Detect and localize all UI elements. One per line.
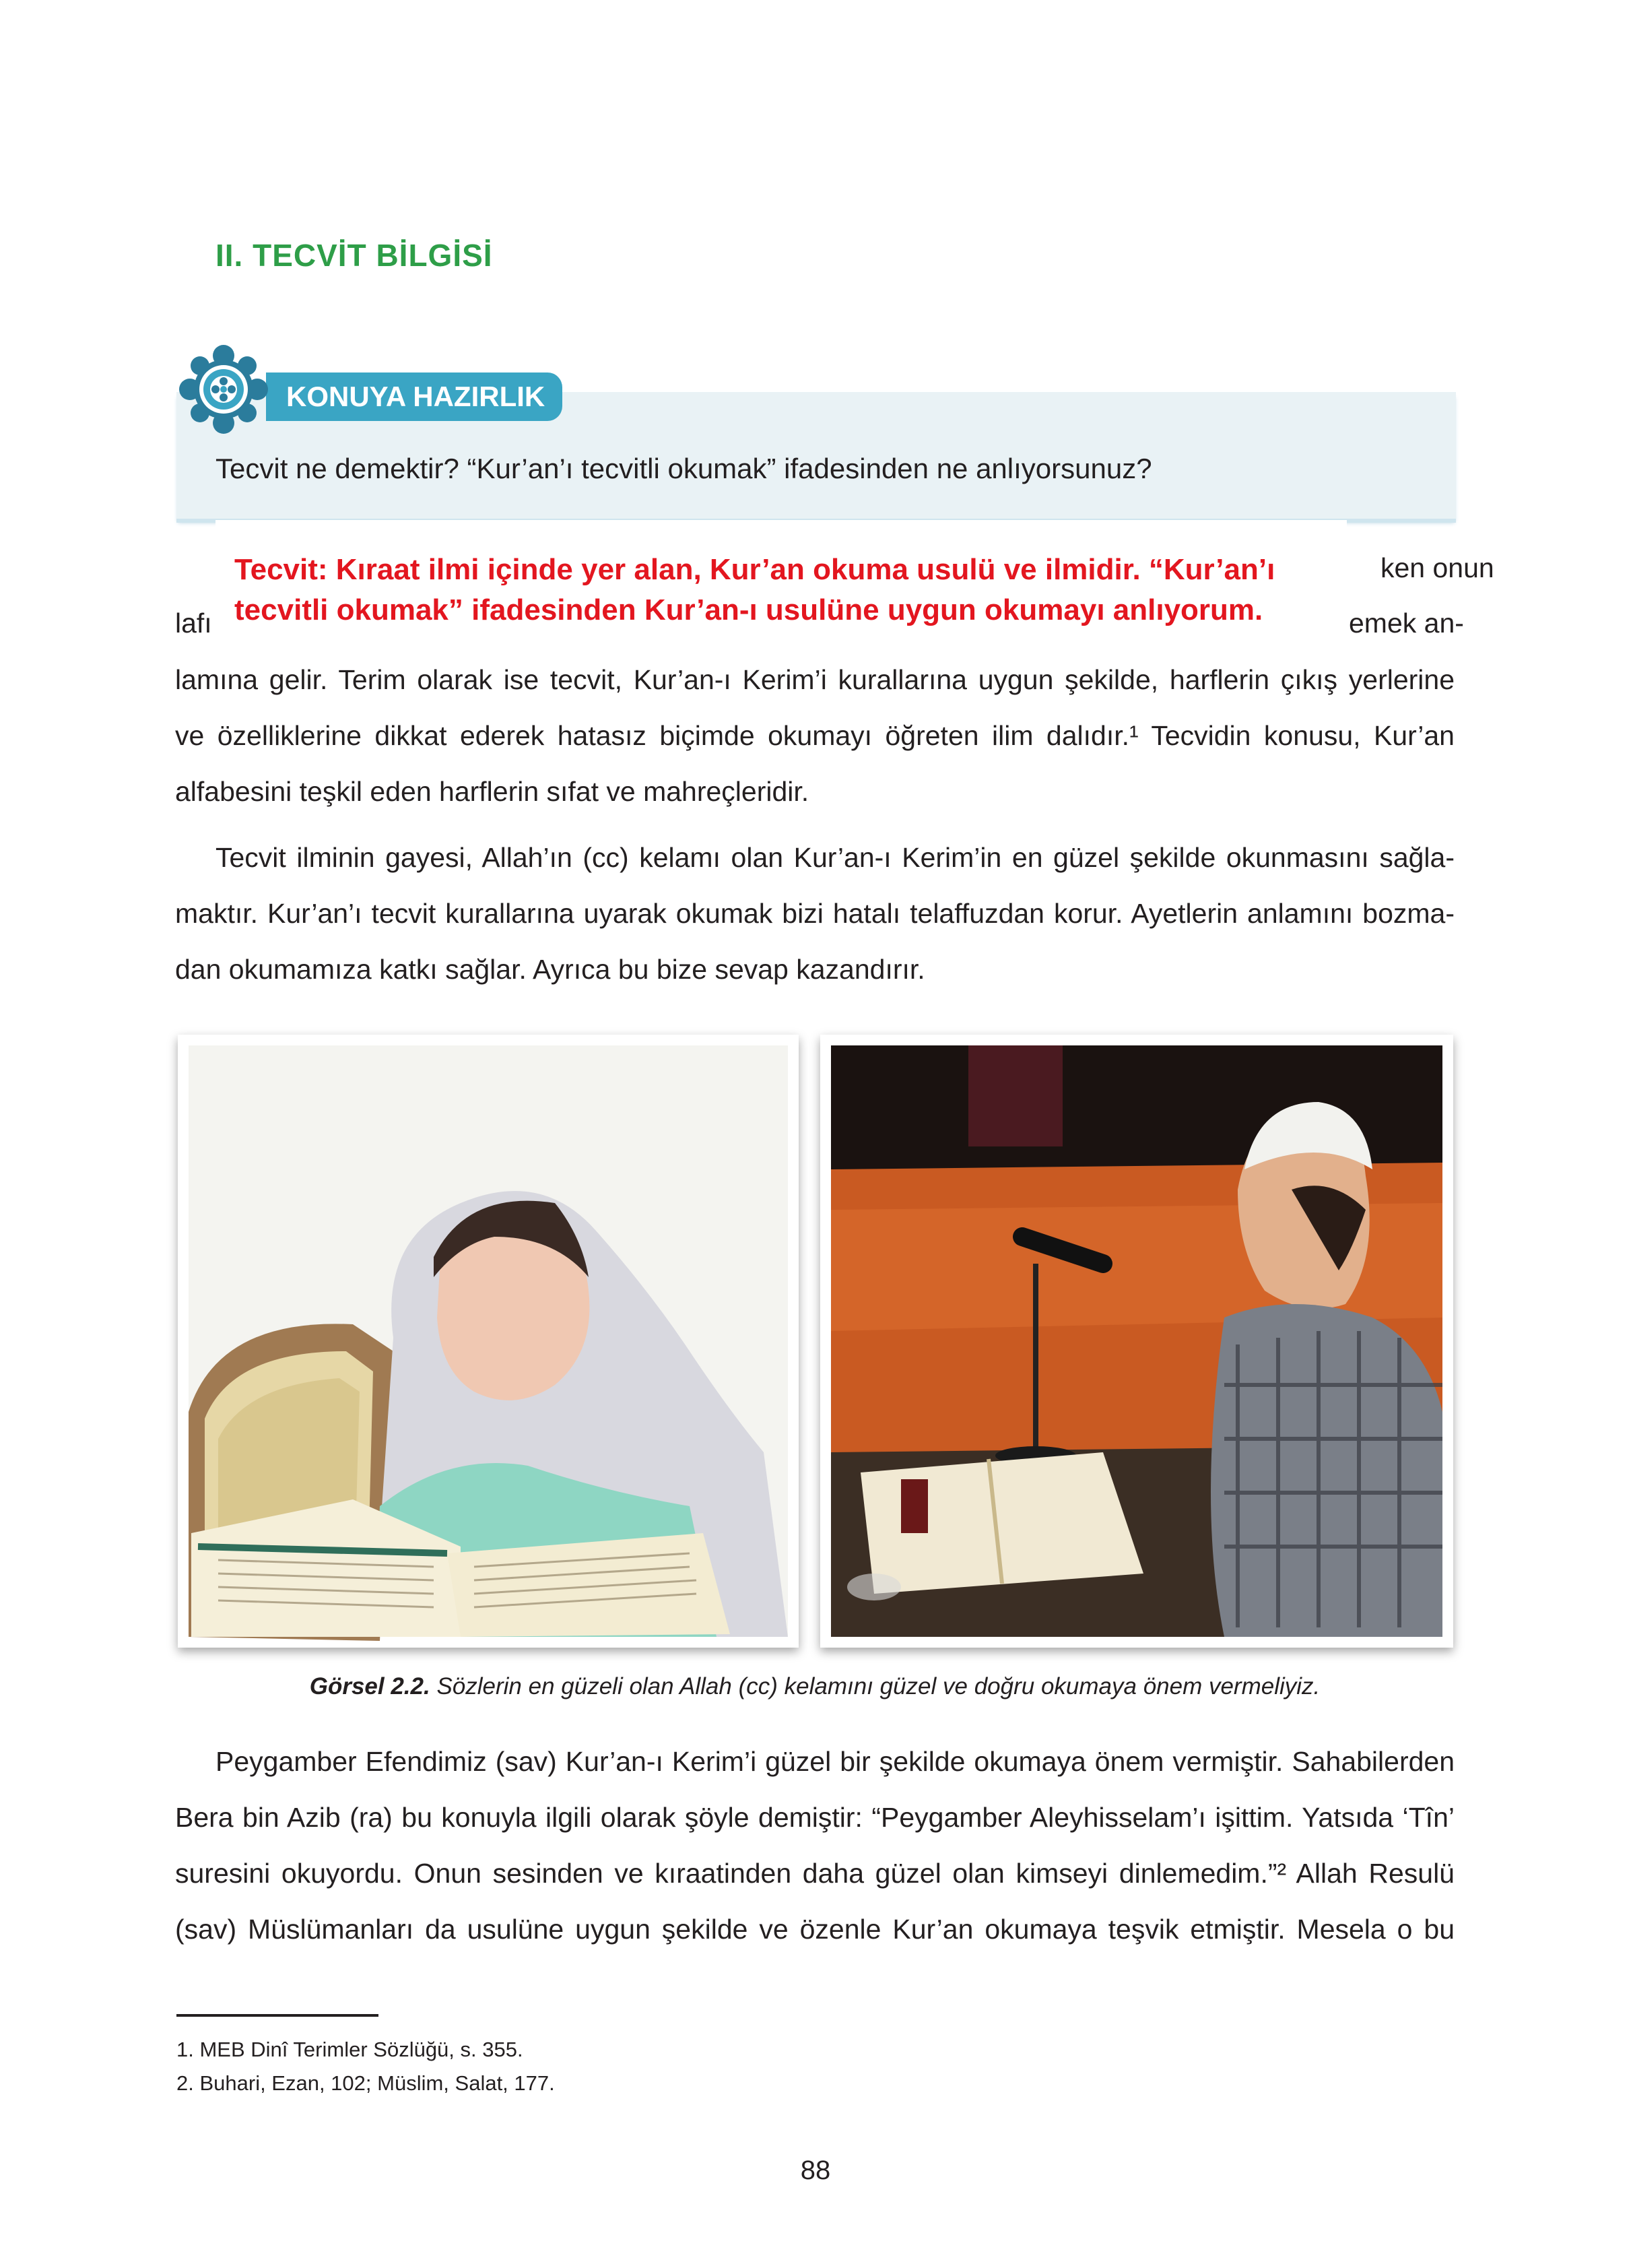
photo-girl-reading [178, 1035, 799, 1648]
text-line: Tecvit ilminin gayesi, Allah’ın (cc) kelamı olan Kur’an-ı Kerim’in en güzel şekilde okunmasını sağla- [215, 842, 1455, 873]
text-line: lamına gelir. Terim olarak ise tecvit, Kur’an-ı Kerim’i kurallarına uygun şekilde, harflerin çıkış yerlerine [175, 664, 1455, 695]
footnote-divider [176, 2014, 378, 2017]
photo-young-man-reciting [820, 1035, 1453, 1648]
footnote-1: 1. MEB Dinî Terimler Sözlüğü, s. 355. [176, 2038, 523, 2061]
answer-line-1: Tecvit: Kıraat ilmi içinde yer alan, Kur’an okuma usulü ve ilmidir. “Kur’an’ı [234, 553, 1275, 586]
student-answer [234, 550, 1352, 630]
ornament-medallion-icon [176, 342, 271, 436]
text-line: suresini okuyordu. Onun sesinden ve kıraatinden daha güzel olan kimseyi dinlemedim.”² Allah Resulü [175, 1858, 1455, 1889]
text-line: alfabesini teşkil eden harflerin sıfat ve mahreçleridir. [175, 776, 809, 807]
para1-fragment-right-2: emek an- [1349, 608, 1464, 639]
figure-caption [175, 1673, 1455, 1700]
prep-question: Tecvit ne demektir? “Kur’an’ı tecvitli okumak” ifadesinden ne anlıyorsunuz? [215, 453, 1152, 484]
page-number: 88 [800, 2156, 831, 2185]
para1-fragment-right-1: ken onun [1380, 552, 1494, 583]
text-line: ve özelliklerine dikkat ederek hatasız biçimde okumayı öğreten ilim dalıdır.¹ Tecvidin konusu, Kur’an [175, 720, 1455, 751]
text-line: (sav) Müslümanları da usulüne uygun şekilde ve özenle Kur’an okumaya teşvik etmiştir. Mesela o bu [175, 1914, 1455, 1945]
para1-fragment-left-2: lafı [175, 608, 212, 639]
footnote-2: 2. Buhari, Ezan, 102; Müslim, Salat, 177. [176, 2071, 555, 2095]
text-line: maktır. Kur’an’ı tecvit kurallarına uyarak okumak bizi hatalı telaffuzdan korur. Ayetlerin anlamını bozma- [175, 898, 1455, 929]
paragraph-1 [175, 652, 1455, 820]
paragraph-2 [175, 830, 1455, 998]
caption-label: Görsel 2.2. [309, 1673, 430, 1699]
text-line: Peygamber Efendimiz (sav) Kur’an-ı Kerim’i güzel bir şekilde okumaya önem vermiştir. Sahabilerden [215, 1746, 1455, 1777]
paragraph-3 [175, 1734, 1455, 1957]
caption-text: Sözlerin en güzeli olan Allah (cc) kelamını güzel ve doğru okumaya önem vermeliyiz. [430, 1673, 1321, 1699]
text-line: Bera bin Azib (ra) bu konuyla ilgili olarak şöyle demiştir: “Peygamber Aleyhisselam’ı işittim. Yatsıda ‘Tîn’ [175, 1802, 1455, 1833]
prep-label: KONUYA HAZIRLIK [266, 372, 562, 421]
text-line: dan okumamıza katkı sağlar. Ayrıca bu bize sevap kazandırır. [175, 954, 925, 985]
answer-line-2: tecvitli okumak” ifadesinden Kur’an-ı usulüne uygun okumayı anlıyorum. [234, 593, 1263, 626]
section-title: II. TECVİT BİLGİSİ [215, 238, 493, 273]
